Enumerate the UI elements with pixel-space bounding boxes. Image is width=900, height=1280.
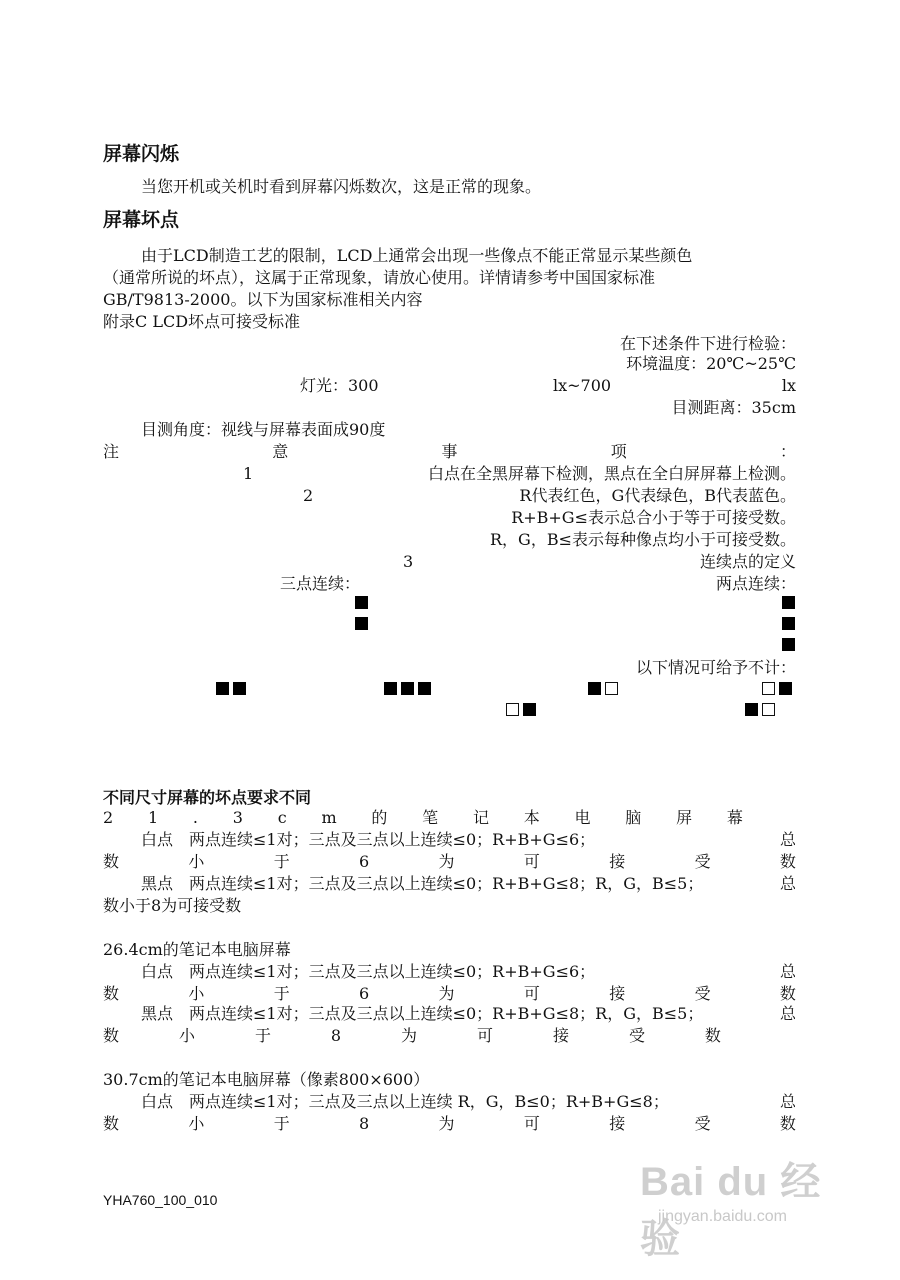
title-char: 记 — [472, 808, 489, 827]
tail-char: 可 — [523, 852, 540, 871]
black-pixel-icon — [401, 682, 414, 695]
black-pixel-icon — [355, 617, 368, 630]
tail-char: 于 — [254, 1026, 271, 1045]
black-pixel-icon — [216, 682, 229, 695]
tail-char: 为 — [438, 852, 455, 871]
tail-char: 受 — [694, 984, 711, 1003]
tail-char: 6 — [359, 984, 370, 1003]
size-26-white-rule-end: 总 — [779, 962, 796, 981]
tail-char: 接 — [609, 1114, 626, 1133]
baidu-jingyan-watermark — [640, 1150, 850, 1261]
note-2-each-color: R，G，B≤表示每种像点均小于可接受数。 — [490, 530, 796, 549]
note-2-text: R代表红色，G代表绿色，B代表蓝色。 — [519, 486, 796, 505]
black-pixel-icon — [355, 596, 368, 609]
light-value-c: lx — [781, 376, 796, 395]
size-21-black-rule-end: 总 — [779, 874, 796, 893]
notes-char: 意 — [272, 442, 289, 461]
tail-char: 受 — [628, 1026, 645, 1045]
title-char: m — [321, 808, 337, 827]
notes-char: 注 — [103, 442, 120, 461]
tail-char: 接 — [609, 984, 626, 1003]
two-consecutive-label: 两点连续： — [715, 574, 796, 593]
document-code: YHA760_100_010 — [103, 1192, 218, 1208]
flicker-body: 当您开机或关机时看到屏幕闪烁数次，这是正常的现象。 — [141, 177, 542, 196]
size-30-title: 30.7cm的笔记本电脑屏幕（像素800×600） — [103, 1070, 430, 1089]
note-1-text: 白点在全黑屏幕下检测，黑点在全白屏屏幕上检测。 — [427, 464, 796, 483]
size-26-white-rule: 白点 两点连续≤1对；三点及三点以上连续≤0；R+B+G≤6； — [141, 962, 596, 981]
tail-char: 小 — [188, 1114, 205, 1133]
tail-char: 8 — [330, 1026, 342, 1045]
title-char: 电 — [574, 808, 591, 827]
tail-char: 数 — [103, 984, 120, 1003]
note-3-number: 3 — [403, 552, 414, 571]
title-char: 1 — [147, 808, 159, 827]
size-30-white-tail — [103, 1114, 796, 1134]
size-26-title: 26.4cm的笔记本电脑屏幕 — [103, 940, 291, 959]
black-pixel-icon — [782, 617, 795, 630]
tail-char: 小 — [178, 1026, 195, 1045]
tail-char: 小 — [188, 852, 205, 871]
section-heading-dead-pixels: 屏幕坏点 — [103, 209, 180, 231]
para-line-3: GB/T9813-2000。以下为国家标准相关内容 — [103, 290, 423, 309]
title-char: c — [277, 808, 287, 827]
black-pixel-icon — [523, 703, 536, 716]
size-30-white-rule: 白点 两点连续≤1对；三点及三点以上连续 R，G，B≤0；R+B+G≤8； — [141, 1092, 669, 1111]
appendix-title: 附录C LCD坏点可接受标准 — [103, 312, 301, 331]
tail-char: 小 — [188, 984, 205, 1003]
tail-char: 可 — [477, 1026, 494, 1045]
tail-char: 数 — [103, 852, 120, 871]
white-pixel-icon — [762, 703, 775, 716]
note-2-number: 2 — [303, 486, 314, 505]
environment-temperature: 环境温度：20℃~25℃ — [626, 354, 796, 373]
tail-char: 为 — [401, 1026, 418, 1045]
tail-char: 6 — [359, 852, 370, 871]
tail-char: 接 — [609, 852, 626, 871]
size-21-black-tail: 数小于8为可接受数 — [103, 896, 242, 915]
tail-char: 于 — [273, 984, 290, 1003]
notes-char: 项 — [610, 442, 627, 461]
light-value-a: 灯光：300 — [300, 376, 379, 395]
para-line-1: 由于LCD制造工艺的限制，LCD上通常会出现一些像点不能正常显示某些颜色 — [141, 246, 693, 265]
tail-char: 受 — [694, 852, 711, 871]
section-heading-sizes: 不同尺寸屏幕的坏点要求不同 — [103, 788, 312, 807]
tail-char: 数 — [103, 1026, 120, 1045]
tail-char: 于 — [273, 852, 290, 871]
conditions-intro: 在下述条件下进行检验： — [619, 334, 796, 353]
tail-char: 数 — [779, 1114, 796, 1133]
size-21-title — [103, 808, 743, 828]
watermark-url: jingyan.baidu.com — [658, 1208, 787, 1225]
three-consecutive-label: 三点连续： — [280, 574, 361, 593]
black-pixel-icon — [588, 682, 601, 695]
size-26-black-rule: 黑点 两点连续≤1对；三点及三点以上连续≤0；R+B+G≤8；R，G，B≤5； — [141, 1004, 704, 1023]
watermark-logo: Bai du 经验 — [640, 1160, 822, 1261]
ignore-cases-label: 以下情况可给予不计： — [635, 658, 796, 677]
title-char: . — [192, 808, 198, 827]
note-3-text: 连续点的定义 — [699, 552, 796, 571]
black-pixel-icon — [782, 596, 795, 609]
tail-char: 可 — [523, 1114, 540, 1133]
tail-char: 数 — [779, 984, 796, 1003]
white-pixel-icon — [605, 682, 618, 695]
size-26-white-tail — [103, 984, 796, 1004]
black-pixel-icon — [745, 703, 758, 716]
size-26-black-rule-end: 总 — [779, 1004, 796, 1023]
tail-char: 数 — [704, 1026, 721, 1045]
tail-char: 接 — [552, 1026, 569, 1045]
black-pixel-icon — [384, 682, 397, 695]
viewing-distance: 目测距离：35cm — [671, 398, 796, 417]
tail-char: 为 — [438, 1114, 455, 1133]
tail-char: 数 — [779, 852, 796, 871]
light-value-b: lx~700 — [553, 376, 612, 395]
size-21-white-rule: 白点 两点连续≤1对；三点及三点以上连续≤0；R+B+G≤6； — [141, 830, 596, 849]
section-heading-flicker: 屏幕闪烁 — [103, 143, 180, 165]
title-char: 屏 — [676, 808, 693, 827]
white-pixel-icon — [762, 682, 775, 695]
notes-char: 事 — [441, 442, 458, 461]
size-21-white-rule-end: 总 — [779, 830, 796, 849]
tail-char: 可 — [523, 984, 540, 1003]
title-char: 的 — [371, 808, 388, 827]
tail-char: 数 — [103, 1114, 120, 1133]
size-26-black-tail — [103, 1026, 721, 1046]
black-pixel-icon — [779, 682, 792, 695]
black-pixel-icon — [418, 682, 431, 695]
title-char: 幕 — [726, 808, 743, 827]
size-21-black-rule: 黑点 两点连续≤1对；三点及三点以上连续≤0；R+B+G≤8；R，G，B≤5； — [141, 874, 704, 893]
white-pixel-icon — [506, 703, 519, 716]
title-char: 笔 — [422, 808, 439, 827]
size-30-white-rule-end: 总 — [779, 1092, 796, 1111]
note-2-rbg-sum: R+B+G≤表示总合小于等于可接受数。 — [511, 508, 796, 527]
tail-char: 为 — [438, 984, 455, 1003]
notes-heading — [103, 442, 796, 462]
viewing-angle: 目测角度：视线与屏幕表面成90度 — [141, 420, 386, 439]
notes-char: ： — [779, 442, 796, 461]
para-line-2: （通常所说的坏点），这属于正常现象，请放心使用。详情请参考中国国家标准 — [103, 268, 656, 287]
black-pixel-icon — [233, 682, 246, 695]
title-char: 本 — [523, 808, 540, 827]
title-char: 脑 — [625, 808, 642, 827]
size-21-white-tail — [103, 852, 796, 872]
black-pixel-icon — [782, 638, 795, 651]
tail-char: 于 — [273, 1114, 290, 1133]
note-1-number: 1 — [243, 464, 254, 483]
title-char: 2 — [103, 808, 114, 827]
tail-char: 受 — [694, 1114, 711, 1133]
tail-char: 8 — [359, 1114, 370, 1133]
title-char: 3 — [232, 808, 243, 827]
